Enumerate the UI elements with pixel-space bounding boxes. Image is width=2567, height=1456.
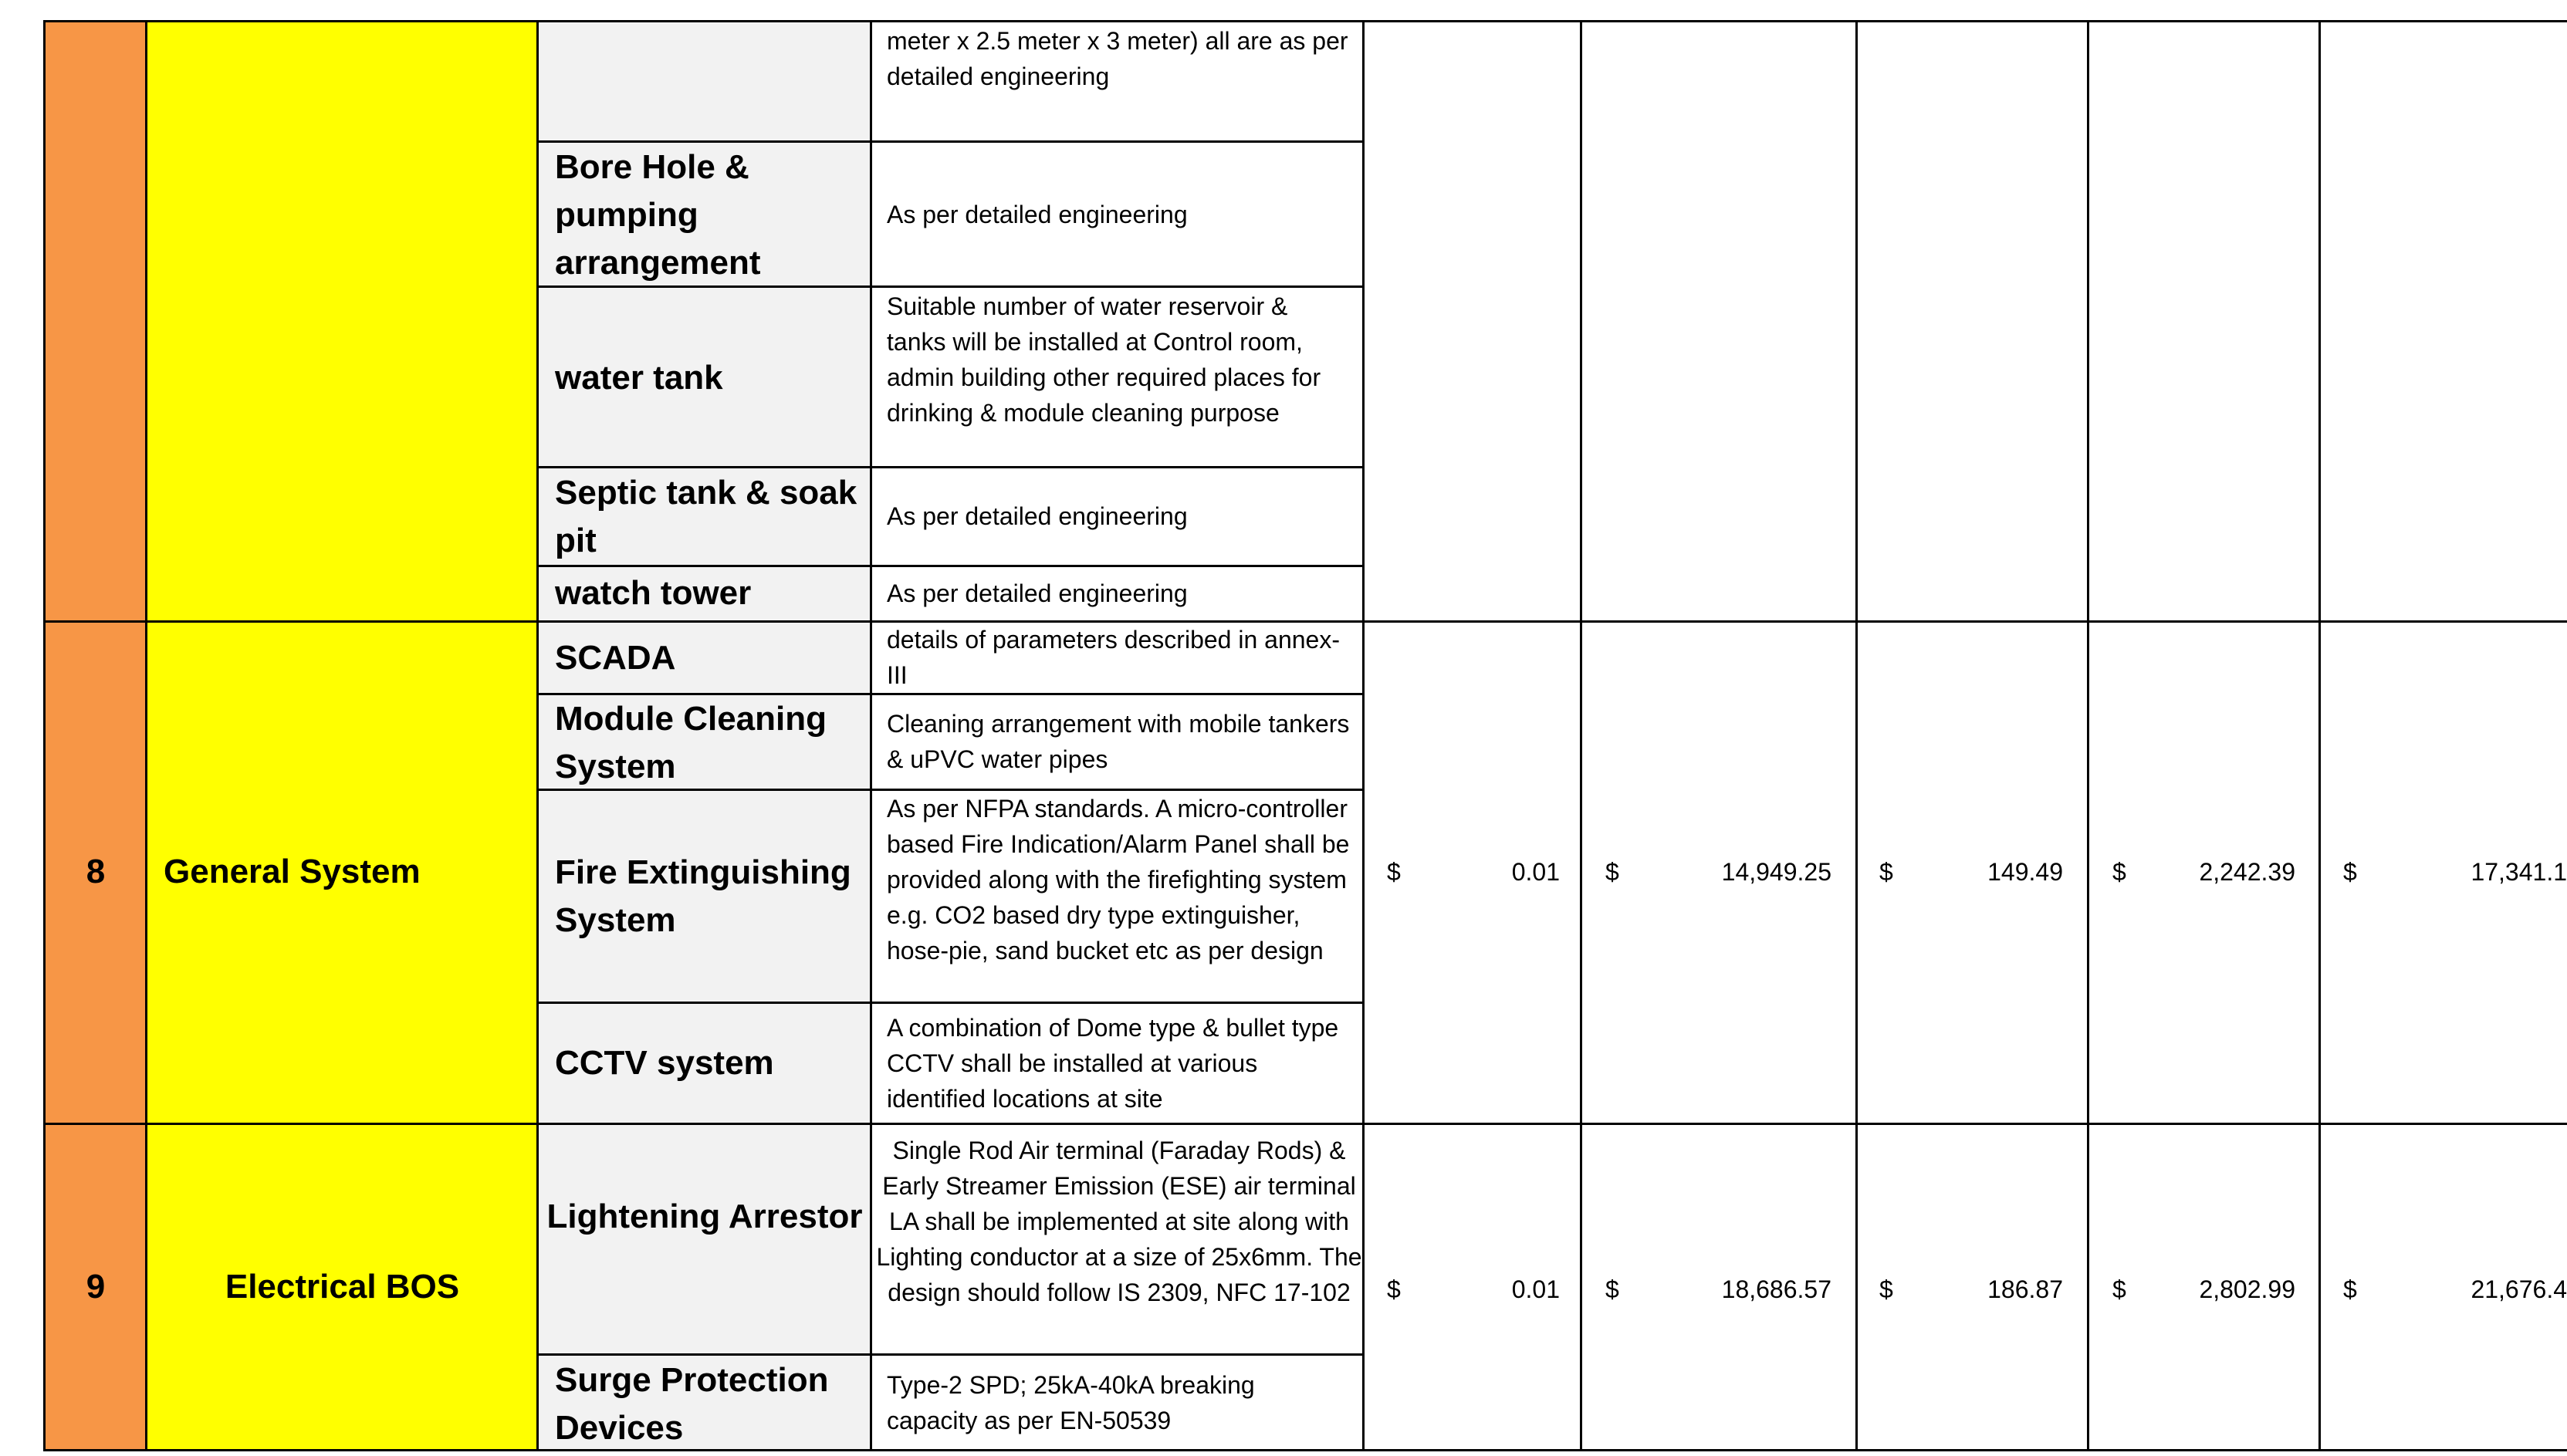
item-description: details of parameters described in annex-III xyxy=(887,626,1340,689)
item-name: Bore Hole & pumping arrangement xyxy=(555,148,761,282)
item-name: Fire Extinguishing System xyxy=(555,853,851,939)
item-name: watch tower xyxy=(555,574,752,612)
grid-line xyxy=(538,140,1364,143)
amount-value: 2,242.39 xyxy=(2199,858,2295,886)
currency-symbol: $ xyxy=(2343,1275,2357,1303)
amount-value: 17,341.1 xyxy=(2471,858,2567,886)
grid-line xyxy=(1362,20,1365,1451)
grid-line xyxy=(2087,20,2089,1451)
amount-value: 0.01 xyxy=(1511,1275,1560,1303)
item-description: As per detailed engineering xyxy=(887,502,1188,530)
grid-line xyxy=(538,466,1364,468)
amount-value: 21,676.4 xyxy=(2471,1275,2567,1303)
item-cell-0-0 xyxy=(538,22,871,142)
grid-line xyxy=(538,1002,1364,1004)
item-name: water tank xyxy=(555,359,723,397)
item-description: Single Rod Air terminal (Faraday Rods) & Early Streamer Emission (ESE) air terminal LA shall be implemented at site along with Lighting conductor at a size of 25x6mm. The design should follow IS 2309, NFC 17-102 xyxy=(876,1137,1362,1306)
grid-line xyxy=(1855,20,1858,1451)
currency-symbol: $ xyxy=(1387,858,1401,886)
item-description: As per NFPA standards. A micro-controller based Fire Indication/Alarm Panel shall be provided along with the firefighting system e.g. CO2 based dry type extinguisher, hose-pie, sand bucket etc as per design xyxy=(887,795,1350,964)
currency-symbol: $ xyxy=(2112,858,2126,886)
grid-line xyxy=(45,20,2567,22)
grid-line xyxy=(45,1449,2567,1451)
grid-line xyxy=(538,565,1364,567)
item-name: Module Cleaning System xyxy=(555,700,827,785)
row-number: 8 xyxy=(86,853,106,890)
currency-symbol: $ xyxy=(1879,858,1893,886)
row-number: 9 xyxy=(86,1268,106,1306)
item-name: Septic tank & soak pit xyxy=(555,474,857,559)
item-name: Surge Protection Devices xyxy=(555,1361,829,1447)
item-description: meter x 2.5 meter x 3 meter) all are as per detailed engineering xyxy=(887,27,1348,90)
grid-line xyxy=(45,1123,2567,1125)
amount-value: 186.87 xyxy=(1987,1275,2063,1303)
item-description: As per detailed engineering xyxy=(887,579,1188,607)
currency-symbol: $ xyxy=(1879,1275,1893,1303)
item-name: Lightening Arrestor xyxy=(546,1198,863,1235)
item-description: A combination of Dome type & bullet type CCTV shall be installed at various identified locations at site xyxy=(887,1014,1339,1113)
category-name: General System xyxy=(164,853,421,890)
item-description: As per detailed engineering xyxy=(887,201,1188,228)
item-description: Cleaning arrangement with mobile tankers & uPVC water pipes xyxy=(887,710,1350,773)
item-name: SCADA xyxy=(555,639,676,677)
amount-value: 18,686.57 xyxy=(1721,1275,1831,1303)
amount-value: 14,949.25 xyxy=(1721,858,1831,886)
grid-line xyxy=(2318,20,2321,1451)
item-description: Suitable number of water reservoir & tanks will be installed at Control room, admin building other required places for drinking & module cleaning purpose xyxy=(887,292,1321,427)
category-name: Electrical BOS xyxy=(225,1268,460,1306)
currency-symbol: $ xyxy=(2112,1275,2126,1303)
grid-line xyxy=(1580,20,1582,1451)
category-cell-top xyxy=(147,22,538,622)
grid-line xyxy=(43,20,46,1451)
currency-symbol: $ xyxy=(2343,858,2357,886)
amount-value: 2,802.99 xyxy=(2199,1275,2295,1303)
item-description: Type-2 SPD; 25kA-40kA breaking capacity as per EN-50539 xyxy=(887,1371,1255,1434)
row-number-cell-top xyxy=(45,22,147,622)
currency-symbol: $ xyxy=(1605,858,1619,886)
grid-line xyxy=(145,20,147,1451)
grid-line xyxy=(538,1353,1364,1356)
item-name: CCTV system xyxy=(555,1044,774,1082)
currency-symbol: $ xyxy=(1605,1275,1619,1303)
amount-value: 0.01 xyxy=(1511,858,1560,886)
currency-symbol: $ xyxy=(1387,1275,1401,1303)
amount-value: 149.49 xyxy=(1987,858,2063,886)
